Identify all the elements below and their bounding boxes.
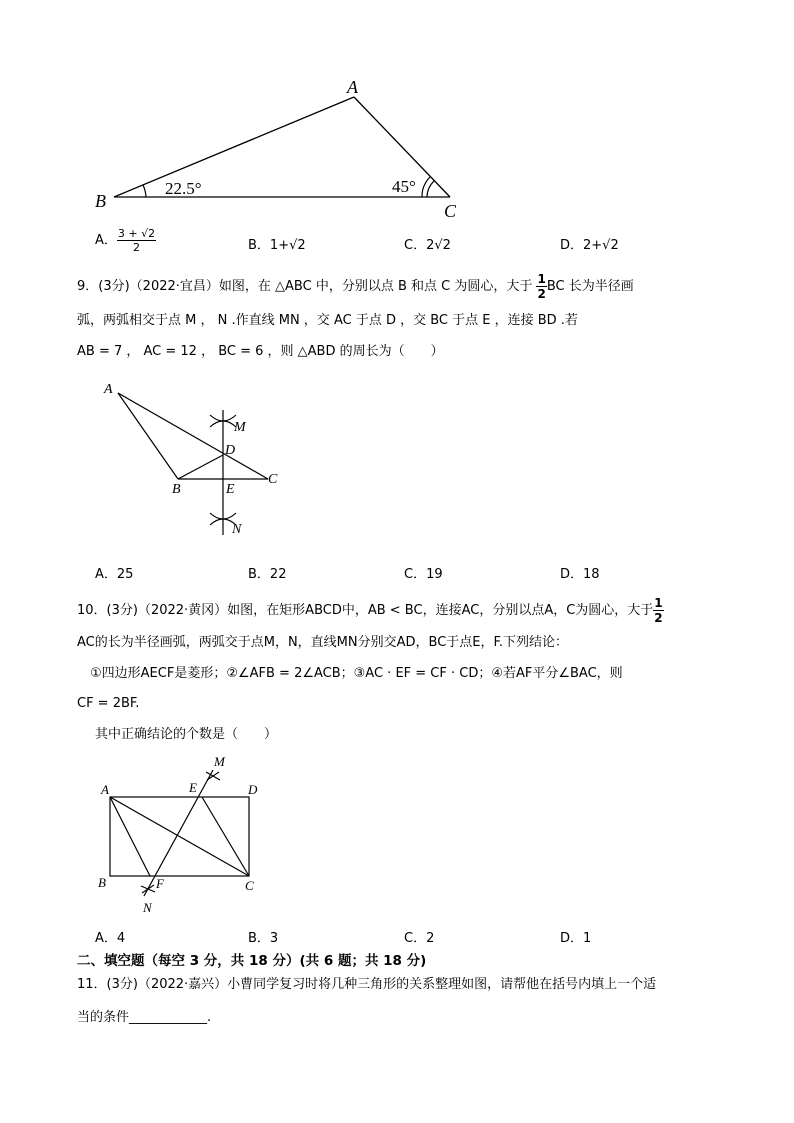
fraction-numerator: 3 + √2 <box>117 227 156 240</box>
q9-option-b: B．22 <box>248 567 287 582</box>
q10-option-b: B．3 <box>248 931 279 946</box>
q9-option-a: A．25 <box>95 567 134 582</box>
q11-line-1: 11．(3分)（2022·嘉兴）小曹同学复习时将几种三角形的关系整理如图，请帮他在括号内填上一个适 <box>77 977 657 992</box>
vertex-b-label: B <box>95 191 106 211</box>
side-ba <box>114 97 354 197</box>
q8-option-b: B．1+√2 <box>248 238 306 253</box>
q11-line-2-text: 当的条件 <box>77 1010 130 1025</box>
line-mn <box>144 770 213 896</box>
q9-line-2: 弧，两弧相交于点 M ， N .作直线 MN ，交 AC 于点 D ，交 BC 于点 E ，连接 BD .若 <box>77 313 578 328</box>
q9-label-c: C <box>268 472 278 487</box>
q8-option-d: D．2+√2 <box>560 238 619 253</box>
q10-line-1-text: 10．(3分)（2022·黄冈）如图，在矩形ABCD中，AB < BC，连接AC，分别以点A，C为圆心，大于 <box>77 603 654 618</box>
q10-label-n: N <box>143 900 152 915</box>
q10-label-b: B <box>98 875 106 890</box>
q10-option-c: C．2 <box>404 931 435 946</box>
q10-line-3: ①四边形AECF是菱形；②∠AFB = 2∠ACB；③AC · EF = CF · CD；④若AF平分∠BAC，则 <box>90 666 623 681</box>
q9-label-a: A <box>104 382 113 397</box>
q11-line-2 <box>77 1008 211 1028</box>
q8-option-c: C．2√2 <box>404 238 451 253</box>
q8-triangle-figure <box>0 0 794 230</box>
q9-figure <box>90 375 300 545</box>
q9-label-e: E <box>226 482 235 497</box>
q10-label-c: C <box>245 878 254 893</box>
q10-line-1 <box>77 597 664 624</box>
fraction-numerator: 1 <box>654 596 663 610</box>
q9-line-1-end: BC 长为半径画 <box>546 279 634 294</box>
q10-label-m: M <box>214 754 225 769</box>
angle-c-arc-2 <box>427 181 434 197</box>
answer-blank[interactable]: ____________ <box>129 1010 208 1025</box>
q10-option-a: A．4 <box>95 931 126 946</box>
fraction-denominator: 2 <box>133 241 141 254</box>
angle-b-label: 22.5° <box>165 179 202 198</box>
q10-label-e: E <box>189 780 197 795</box>
q10-line-4: CF = 2BF. <box>77 696 140 711</box>
segment-ec <box>202 797 249 876</box>
q10-figure <box>90 750 280 920</box>
q9-line-1-text: 9．(3分)（2022·宜昌）如图，在 △ABC 中，分别以点 B 和点 C 为圆心，大于 <box>77 279 537 294</box>
section-heading-fill-in: 二、填空题（每空 3 分，共 18 分）(共 6 题；共 18 分) <box>77 953 427 969</box>
fraction-numerator: 1 <box>537 272 546 286</box>
diagonal-ac <box>110 797 249 876</box>
angle-b-arc <box>143 185 146 197</box>
q10-label-d: D <box>248 782 258 797</box>
q10-option-d: D．1 <box>560 931 592 946</box>
q8-option-a <box>95 228 156 253</box>
q9-label-n: N <box>232 522 242 537</box>
q11-line-2-end: . <box>207 1010 212 1025</box>
fraction-denominator: 2 <box>654 611 663 625</box>
q9-line-1 <box>77 273 634 300</box>
vertex-c-label: C <box>444 201 457 221</box>
q9-option-d: D．18 <box>560 567 600 582</box>
angle-c-label: 45° <box>392 177 416 196</box>
q9-label-d: D <box>225 443 236 458</box>
vertex-a-label: A <box>347 77 358 97</box>
fraction-denominator: 2 <box>537 287 546 301</box>
q9-option-c: C．19 <box>404 567 443 582</box>
q9-label-m: M <box>234 420 246 435</box>
option-label: A． <box>95 233 117 248</box>
q10-label-f: F <box>156 876 164 891</box>
q9-label-b: B <box>172 482 181 497</box>
q9-line-3: AB = 7 ， AC = 12 ， BC = 6 ，则 △ABD 的周长为（ ） <box>77 344 444 359</box>
q10-label-a: A <box>101 782 109 797</box>
q10-line-5: 其中正确结论的个数是（ ） <box>95 727 278 742</box>
q10-line-2: AC的长为半径画弧，两弧交于点M，N，直线MN分别交AD，BC于点E，F.下列结论： <box>77 635 569 650</box>
